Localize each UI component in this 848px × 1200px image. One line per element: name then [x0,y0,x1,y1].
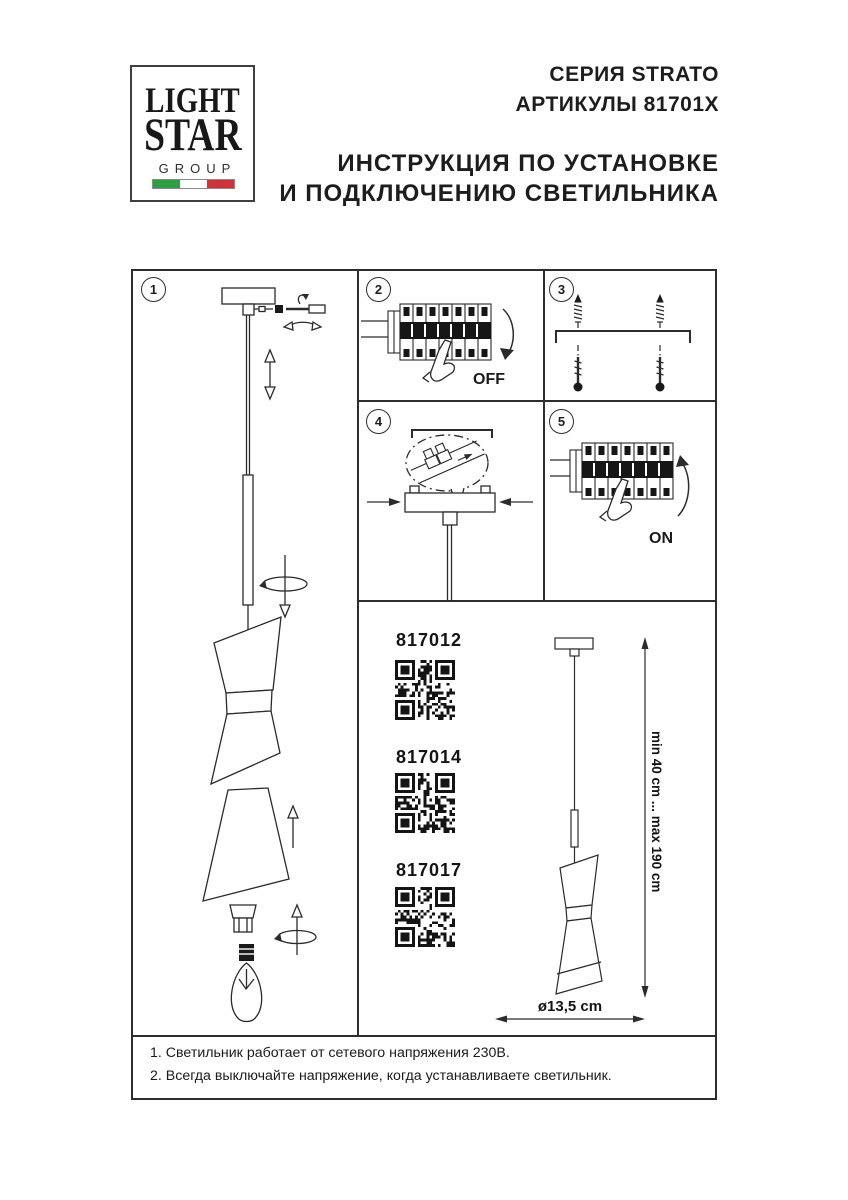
off-label: OFF [473,371,505,388]
ceiling-canopy [222,288,275,304]
qr-code-817014 [395,773,455,833]
socket-cover [230,905,256,932]
diameter-label: ø13,5 cm [537,998,603,1015]
doc-title-line1: ИНСТРУКЦИЯ ПО УСТАНОВКЕ [337,150,719,177]
step3-drawing [556,294,690,392]
footnote-2: 2. Всегда выключайте напряжение, когда устанавливаете светильник. [150,1068,612,1084]
step-2-badge: 2 [366,277,391,302]
footnotes [150,1042,612,1088]
instruction-grid [131,269,717,1100]
assembled-lamp-drawing [495,637,649,1023]
screw-in-arrow [274,905,316,955]
doc-title-line2: И ПОДКЛЮЧЕНИЮ СВЕТИЛЬНИКА [279,180,719,207]
diameter-dimension-line [495,1016,645,1023]
rod-sleeve [243,475,253,605]
canopy-plate [405,493,495,512]
light-bulb-icon [231,944,261,1022]
step-4-badge: 4 [366,409,391,434]
on-label: ON [649,530,673,547]
canopy-fitting [243,304,254,315]
wall-plug-icon [574,294,582,322]
set-screw [275,305,283,313]
lamp-canopy [555,638,593,649]
rotate-arrow-mid [259,555,307,617]
switch-up-arrow [678,461,689,516]
step4-drawing [367,429,533,601]
step-5-badge: 5 [549,409,574,434]
height-adjust-arrow [265,350,275,399]
step1-drawing [203,288,325,1022]
step-3-badge: 3 [549,277,574,302]
upper-shade-cone [211,617,281,784]
article-code: 817017 [396,860,463,880]
lamp-shade [556,855,602,994]
article-code: 817012 [396,630,463,650]
logo-word-group: GROUP [158,161,237,176]
italian-flag-stripe [152,179,235,189]
lower-shade-cone [203,788,289,901]
height-range-label: min 40 cm ... max 190 cm [649,731,664,893]
wall-plug-icon [656,294,664,322]
articles-title: АРТИКУЛЫ 81701X [515,93,719,116]
height-dimension-line [642,637,649,998]
qr-code-817012 [395,660,455,720]
switch-down-arrow [503,309,513,354]
mounting-screw-icon [656,357,665,392]
flag-green [153,180,180,188]
article-code: 817014 [396,747,463,767]
step-1-badge: 1 [141,277,166,302]
footnote-1: 1. Светильник работает от сетевого напряжения 230В. [150,1045,510,1061]
logo-word-star: STAR [144,109,242,161]
step5-drawing [550,443,689,547]
detail-balloon [406,435,488,491]
series-title: СЕРИЯ STRATO [549,63,719,86]
flag-white [180,180,207,188]
step2-drawing [361,304,514,388]
qr-code-817017 [395,887,455,947]
divider-footer [133,1035,715,1037]
screwdriver-icon [286,305,325,313]
mounting-screw-icon [574,357,583,392]
logo-word-light: LIGHT [145,80,240,120]
flag-red [207,180,234,188]
brand-logo [130,65,255,202]
assemble-up-arrow [288,806,298,848]
mounting-bracket [556,331,690,343]
